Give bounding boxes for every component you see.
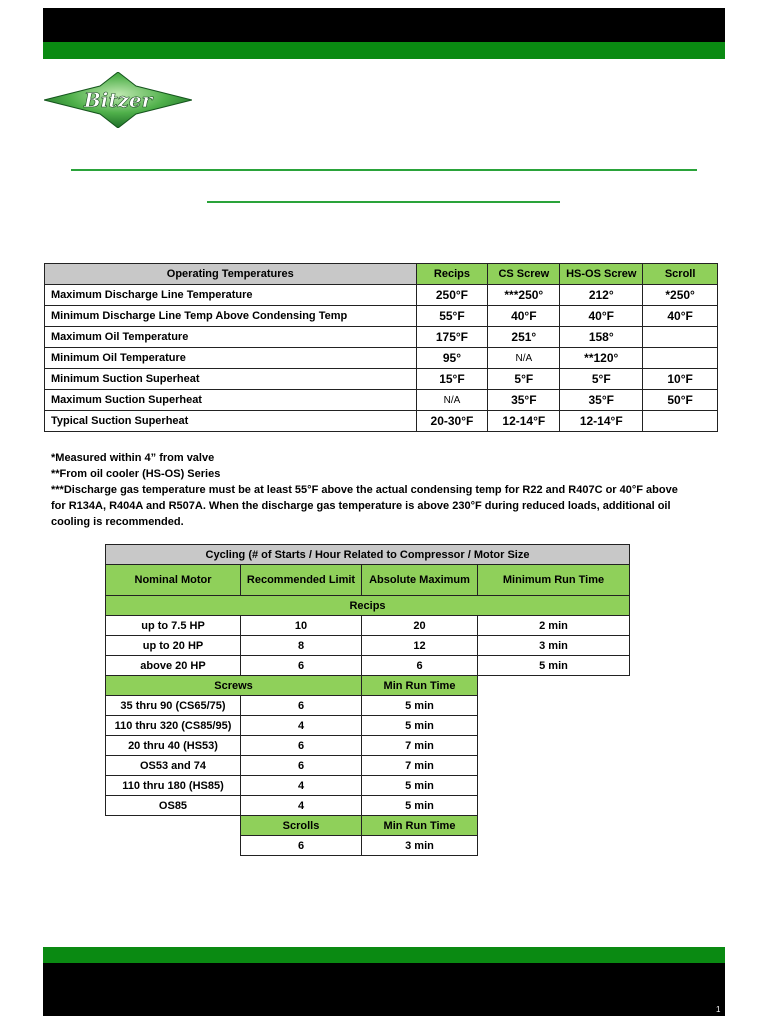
ops-header-cell: Operating Temperatures — [45, 264, 417, 285]
table-cell — [643, 348, 718, 369]
footnote: **From oil cooler (HS-OS) Series — [51, 468, 221, 480]
table-row — [45, 285, 718, 306]
table-row — [45, 327, 718, 348]
row-label: Maximum Discharge Line Temperature — [45, 285, 417, 306]
table-cell: 6 — [241, 656, 362, 676]
table-cell: N/A — [488, 348, 560, 369]
table-cell: 12-14°F — [488, 411, 560, 432]
table-cell: 5°F — [488, 369, 560, 390]
table-cell: 110 thru 320 (CS85/95) — [106, 716, 241, 736]
header-cell: Minimum Run Time — [478, 565, 630, 596]
table-cell: 12 — [362, 636, 478, 656]
table-row — [45, 411, 718, 432]
table-row — [106, 696, 630, 716]
table-cell: 55°F — [416, 306, 488, 327]
table-cell: 5 min — [362, 776, 478, 796]
table-row — [106, 776, 630, 796]
header-green-band — [43, 42, 725, 59]
page-number: 1 — [716, 1005, 721, 1014]
table-cell: 250°F — [416, 285, 488, 306]
table-row — [106, 656, 630, 676]
table-cell: 20 — [362, 616, 478, 636]
table-row — [106, 836, 630, 856]
screws-runtime-header: Min Run Time — [362, 676, 478, 696]
table-cell: 8 — [241, 636, 362, 656]
table-row — [106, 796, 630, 816]
table-cell: **120° — [560, 348, 643, 369]
row-label: Maximum Suction Superheat — [45, 390, 417, 411]
table-cell: ***250° — [488, 285, 560, 306]
table-cell — [643, 327, 718, 348]
table-cell: 2 min — [478, 616, 630, 636]
footnote: *Measured within 4” from valve — [51, 452, 215, 464]
row-label: Typical Suction Superheat — [45, 411, 417, 432]
header-cell: Recommended Limit — [241, 565, 362, 596]
table-cell: 5 min — [362, 796, 478, 816]
ops-header-row — [45, 264, 718, 285]
table-cell: up to 7.5 HP — [106, 616, 241, 636]
table-cell: 5°F — [560, 369, 643, 390]
table-row — [45, 390, 718, 411]
table-cell: 15°F — [416, 369, 488, 390]
table-cell: 175°F — [416, 327, 488, 348]
table-cell: 3 min — [362, 836, 478, 856]
table-cell: *250° — [643, 285, 718, 306]
logo-wordmark: Bitzer — [83, 88, 153, 112]
table-cell: 251° — [488, 327, 560, 348]
table-cell: 35 thru 90 (CS65/75) — [106, 696, 241, 716]
ops-header-cell: Scroll — [643, 264, 718, 285]
table-row — [45, 306, 718, 327]
row-label: Maximum Oil Temperature — [45, 327, 417, 348]
table-cell: 40°F — [488, 306, 560, 327]
footer-green-band — [43, 947, 725, 963]
table-cell: 5 min — [362, 696, 478, 716]
table-cell: 7 min — [362, 756, 478, 776]
scrolls-runtime-header: Min Run Time — [362, 816, 478, 836]
table-cell: 6 — [241, 756, 362, 776]
table-cell: 40°F — [560, 306, 643, 327]
title-rule-1 — [71, 169, 697, 171]
table-cell: OS53 and 74 — [106, 756, 241, 776]
table-row — [106, 756, 630, 776]
title-rule-2 — [207, 201, 560, 203]
cycling-title: Cycling (# of Starts / Hour Related to Compressor / Motor Size — [106, 545, 630, 565]
table-cell: 3 min — [478, 636, 630, 656]
table-cell: up to 20 HP — [106, 636, 241, 656]
table-cell — [643, 411, 718, 432]
table-cell: 212° — [560, 285, 643, 306]
bitzer-logo — [44, 72, 192, 128]
table-cell: 4 — [241, 776, 362, 796]
row-label: Minimum Oil Temperature — [45, 348, 417, 369]
table-cell: above 20 HP — [106, 656, 241, 676]
table-row — [106, 716, 630, 736]
ops-header-cell: CS Screw — [488, 264, 560, 285]
footer-black-band — [43, 963, 725, 1016]
table-cell: 12-14°F — [560, 411, 643, 432]
table-cell: 6 — [241, 736, 362, 756]
table-row — [45, 348, 718, 369]
table-row — [106, 736, 630, 756]
table-cell: 110 thru 180 (HS85) — [106, 776, 241, 796]
section-label-scrolls: Scrolls — [241, 816, 362, 836]
table-cell: 95° — [416, 348, 488, 369]
table-cell: 7 min — [362, 736, 478, 756]
ops-header-cell: HS-OS Screw — [560, 264, 643, 285]
header-cell: Nominal Motor — [106, 565, 241, 596]
table-cell: 10 — [241, 616, 362, 636]
table-cell: 5 min — [362, 716, 478, 736]
table-cell: 5 min — [478, 656, 630, 676]
table-row — [106, 616, 630, 636]
table-cell: 6 — [241, 836, 362, 856]
table-cell: 158° — [560, 327, 643, 348]
table-cell: 20-30°F — [416, 411, 488, 432]
header-black-band — [43, 8, 725, 42]
table-cell: 35°F — [488, 390, 560, 411]
table-cell: N/A — [416, 390, 488, 411]
table-cell: 4 — [241, 796, 362, 816]
table-cell: 35°F — [560, 390, 643, 411]
table-cell: 20 thru 40 (HS53) — [106, 736, 241, 756]
table-cell: 6 — [241, 696, 362, 716]
table-cell: 4 — [241, 716, 362, 736]
table-cell: OS85 — [106, 796, 241, 816]
row-label: Minimum Suction Superheat — [45, 369, 417, 390]
row-label: Minimum Discharge Line Temp Above Condensing Temp — [45, 306, 417, 327]
footnote: ***Discharge gas temperature must be at least 55°F above the actual condensing temp for R22 and R407C or 40°F above for R134A, R404A and R507A. When the discharge gas temperature is above 230°F during reduced loads, additional oil cooling is recommended. — [51, 484, 678, 528]
footnotes — [51, 450, 681, 530]
cycling-header-row — [106, 565, 630, 596]
table-row — [45, 369, 718, 390]
table-cell: 10°F — [643, 369, 718, 390]
header-cell: Absolute Maximum — [362, 565, 478, 596]
cycling-table — [105, 544, 630, 856]
ops-header-cell: Recips — [416, 264, 488, 285]
table-cell: 40°F — [643, 306, 718, 327]
operating-temperatures-table — [44, 263, 718, 432]
table-cell: 6 — [362, 656, 478, 676]
table-row — [106, 636, 630, 656]
section-label-screws: Screws — [106, 676, 362, 696]
table-cell: 50°F — [643, 390, 718, 411]
section-label-recips: Recips — [106, 596, 630, 616]
